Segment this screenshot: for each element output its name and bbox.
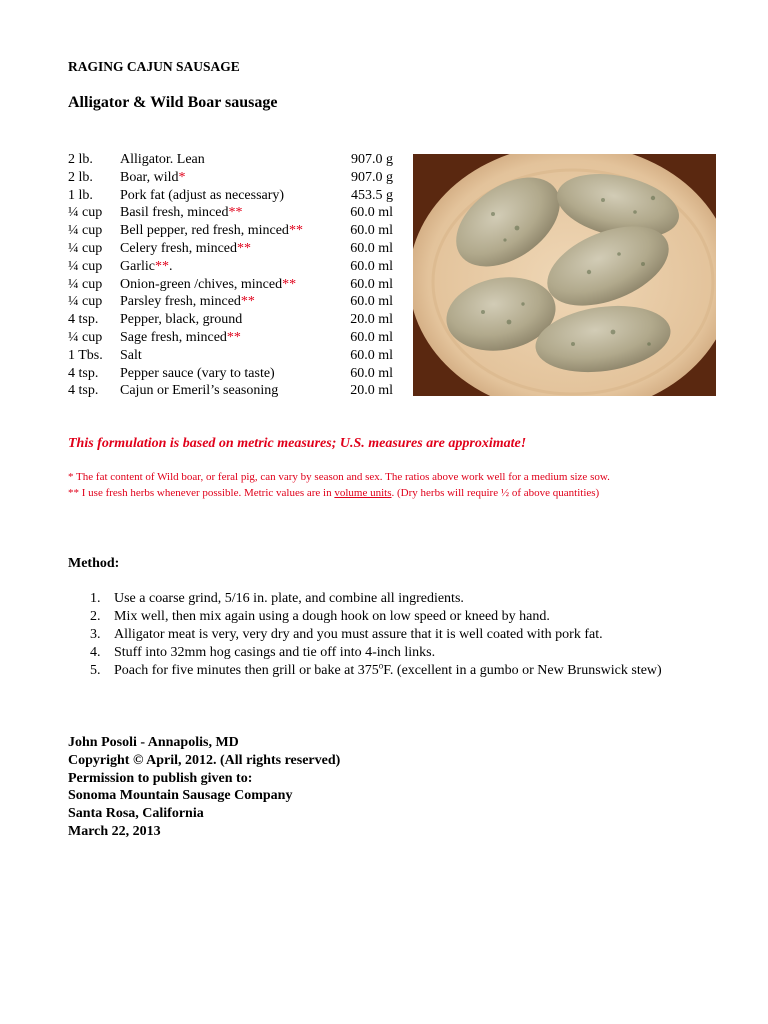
ingredient-metric: 60.0 ml [350, 240, 393, 256]
step-text: Alligator meat is very, very dry and you must assure that it is well coated with pork fat. [114, 627, 603, 642]
ingredient-metric: 60.0 ml [350, 365, 393, 381]
permission-line: Permission to publish given to: [68, 770, 253, 786]
ingredient-metric: 60.0 ml [350, 329, 393, 345]
ingredient-name: Alligator. Lean [120, 152, 205, 167]
sausage-photo [413, 154, 716, 396]
ingredient-qty: 4 tsp. [68, 383, 99, 399]
location-line: Santa Rosa, California [68, 806, 204, 822]
ingredient-qty: ¼ cup [68, 240, 103, 256]
ingredient-qty: ¼ cup [68, 329, 103, 345]
ingredient-qty: 1 lb. [68, 187, 93, 203]
ingredient-metric: 453.5 g [351, 187, 393, 203]
ingredient-name: Celery fresh, minced** [120, 240, 252, 256]
ingredient-metric: 60.0 ml [350, 223, 393, 239]
ingredient-metric: 60.0 ml [350, 205, 393, 221]
ingredient-metric: 60.0 ml [350, 294, 393, 310]
ingredient-name: Pork fat (adjust as necessary) [120, 187, 285, 203]
ingredient-name: Pepper, black, ground [120, 312, 243, 328]
ingredient-qty: 2 lb. [68, 152, 93, 167]
footnote-fat-content: * The fat content of Wild boar, or feral pig, can vary by season and sex. The ratios above work well for a medium size sow. [68, 471, 610, 483]
ingredient-metric: 60.0 ml [350, 276, 393, 292]
ingredient-name: Basil fresh, minced** [120, 205, 243, 221]
step-number: 4. [90, 645, 101, 660]
ingredient-qty: 1 Tbs. [68, 347, 103, 363]
credits [68, 734, 340, 841]
ingredient-metric: 907.0 g [351, 152, 393, 167]
date-line: March 22, 2013 [68, 823, 161, 839]
author-line: John Posoli - Annapolis, MD [68, 735, 239, 750]
ingredient-qty: ¼ cup [68, 258, 103, 274]
step-number: 5. [90, 663, 101, 678]
company-line: Sonoma Mountain Sausage Company [68, 788, 293, 804]
ingredient-name: Garlic**. [120, 258, 173, 274]
footnote-fresh-herbs: ** I use fresh herbs whenever possible. Metric values are in volume units. (Dry herbs will require ½ of above quantities) [68, 487, 600, 499]
volume-units-link: volume units [334, 487, 392, 499]
ingredient-metric: 20.0 ml [350, 383, 393, 399]
step-number: 3. [90, 627, 101, 642]
metric-note: This formulation is based on metric measures; U.S. measures are approximate! [68, 436, 527, 451]
ingredient-qty: 4 tsp. [68, 365, 99, 381]
step-text: Poach for five minutes then grill or bake at 375$^o$F. (excellent in a gumbo or New Brunswick stew) [114, 660, 662, 678]
ingredient-qty: ¼ cup [68, 276, 103, 292]
recipe-title: Alligator & Wild Boar sausage [68, 94, 278, 111]
copyright-line: Copyright © April, 2012. (All rights reserved) [68, 752, 341, 768]
ingredient-name: Cajun or Emeril’s seasoning [120, 383, 279, 399]
method-heading: Method: [68, 556, 120, 571]
step-number: 1. [90, 591, 101, 606]
company-name: RAGING CAJUN SAUSAGE [68, 59, 240, 74]
step-number: 2. [90, 609, 101, 624]
ingredient-qty: ¼ cup [68, 294, 103, 310]
ingredient-metric: 20.0 ml [350, 312, 393, 328]
ingredient-qty: ¼ cup [68, 205, 103, 221]
ingredient-metric: 60.0 ml [350, 347, 393, 363]
ingredient-name: Pepper sauce (vary to taste) [120, 365, 275, 381]
step-text: Use a coarse grind, 5/16 in. plate, and combine all ingredients. [114, 591, 464, 606]
step-text: Stuff into 32mm hog casings and tie off into 4-inch links. [114, 645, 436, 660]
ingredient-metric: 907.0 g [351, 169, 393, 185]
ingredient-name: Parsley fresh, minced** [120, 294, 255, 310]
ingredient-name: Sage fresh, minced** [120, 329, 241, 345]
ingredient-qty: 2 lb. [68, 169, 93, 185]
ingredient-qty: ¼ cup [68, 223, 103, 239]
ingredient-name: Onion-green /chives, minced** [120, 276, 297, 292]
sausage-photo-svg [413, 154, 716, 396]
step-text: Mix well, then mix again using a dough hook on low speed or kneed by hand. [114, 609, 550, 624]
ingredient-name: Salt [120, 347, 142, 363]
ingredient-name: Boar, wild* [120, 169, 186, 185]
ingredient-metric: 60.0 ml [350, 258, 393, 274]
ingredient-name: Bell pepper, red fresh, minced** [120, 223, 303, 239]
ingredient-qty: 4 tsp. [68, 312, 99, 328]
